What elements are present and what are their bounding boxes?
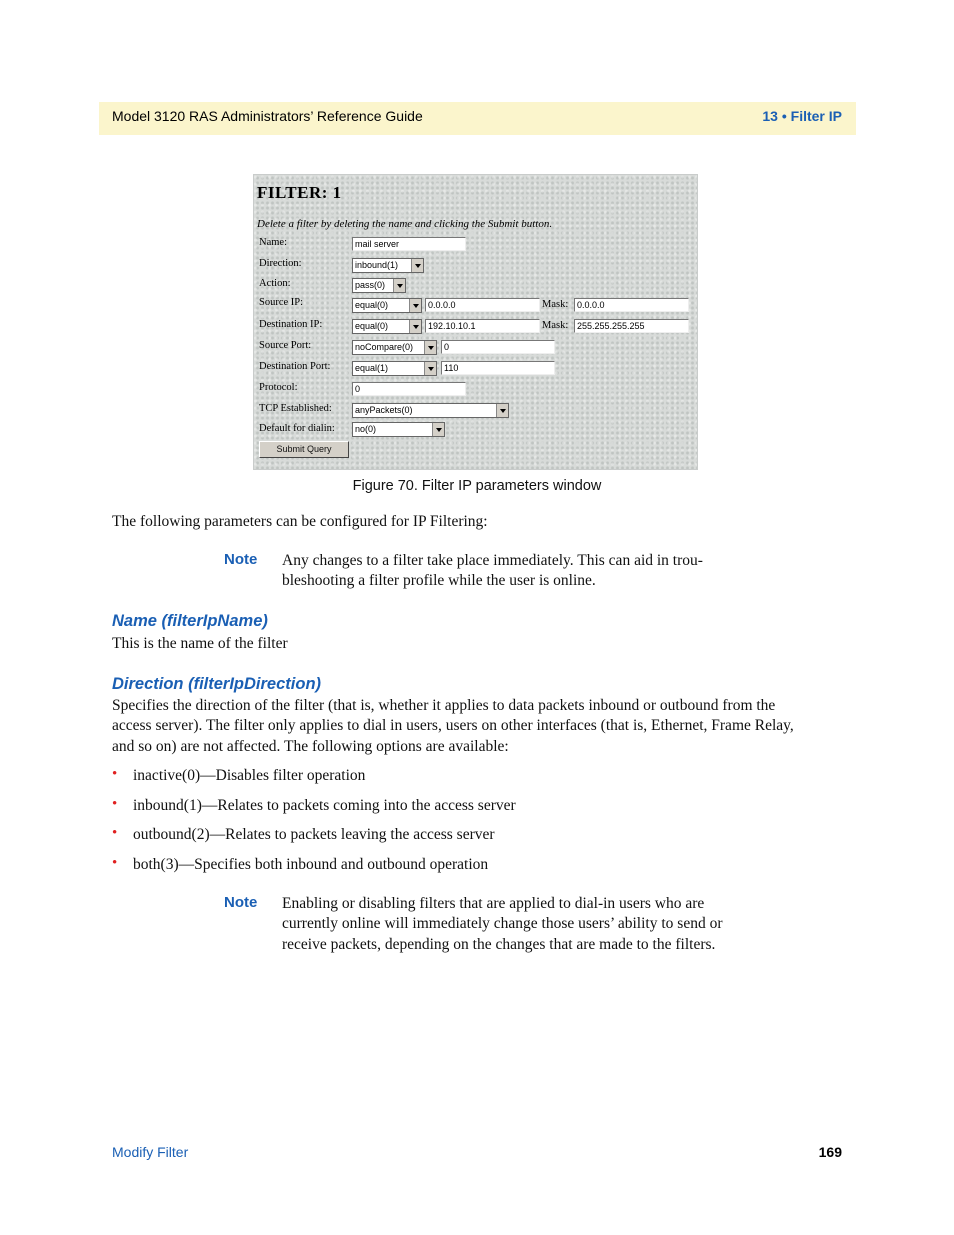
- note-text-line: bleshooting a filter profile while the user is online.: [282, 572, 596, 589]
- bullet-item: inbound(1)—Relates to packets coming into the access server: [133, 797, 516, 814]
- note-label: Note: [224, 894, 258, 911]
- default-for-dialin-label: Default for dialin:: [259, 423, 335, 434]
- source-port-input[interactable]: 0: [441, 340, 555, 354]
- tcp-established-value: anyPackets(0): [355, 405, 413, 415]
- chevron-down-icon: [409, 299, 421, 312]
- direction-label: Direction:: [259, 258, 302, 269]
- chevron-down-icon: [411, 259, 423, 272]
- section-heading-name: Name (filterIpName): [112, 612, 268, 630]
- destination-port-compare-select[interactable]: [352, 361, 437, 376]
- source-ip-input[interactable]: 0.0.0.0: [425, 298, 540, 312]
- destination-ip-input[interactable]: 192.10.10.1: [425, 319, 540, 333]
- paragraph-line: Specifies the direction of the filter (that is, whether it applies to data packets inbound or outbound from the: [112, 697, 776, 714]
- source-port-label: Source Port:: [259, 340, 312, 351]
- chevron-down-icon: [424, 362, 436, 375]
- paragraph-line: access server). The filter only applies to dial in users, users on other interfaces (that is, Ethernet, Frame Relay,: [112, 717, 794, 734]
- note-text-line: receive packets, depending on the changes that are made to the filters.: [282, 936, 716, 953]
- filter-ip-parameters-window: [253, 174, 698, 470]
- default-for-dialin-select[interactable]: [352, 422, 445, 437]
- action-select[interactable]: [352, 278, 406, 293]
- source-port-compare-value: noCompare(0): [355, 342, 414, 352]
- source-mask-label: Mask:: [542, 299, 569, 310]
- note-label: Note: [224, 551, 258, 568]
- bullet-icon: •: [112, 855, 118, 871]
- bullet-item: outbound(2)—Relates to packets leaving the access server: [133, 826, 495, 843]
- submit-query-button[interactable]: Submit Query: [259, 441, 349, 458]
- direction-select-value: inbound(1): [355, 260, 399, 270]
- note-text-line: currently online will immediately change those users’ ability to send or: [282, 915, 723, 932]
- figure-caption: Figure 70. Filter IP parameters window: [352, 478, 602, 494]
- section-name-body: This is the name of the filter: [112, 635, 288, 652]
- chevron-down-icon: [496, 404, 508, 417]
- section-heading-direction: Direction (filterIpDirection): [112, 675, 322, 693]
- destination-mask-input[interactable]: 255.255.255.255: [574, 319, 689, 333]
- chevron-down-icon: [409, 320, 421, 333]
- intro-paragraph: The following parameters can be configured for IP Filtering:: [112, 513, 488, 530]
- protocol-label: Protocol:: [259, 382, 298, 393]
- footer-section-title: Modify Filter: [112, 1144, 189, 1160]
- paragraph-line: and so on) are not affected. The following options are available:: [112, 738, 509, 755]
- chevron-down-icon: [432, 423, 444, 436]
- source-ip-compare-value: equal(0): [355, 300, 389, 310]
- filter-instruction: Delete a filter by deleting the name and clicking the Submit button.: [257, 218, 553, 230]
- bullet-icon: •: [112, 796, 118, 812]
- chevron-down-icon: [424, 341, 436, 354]
- bullet-item: inactive(0)—Disables filter operation: [133, 767, 366, 784]
- filter-heading: FILTER: 1: [257, 183, 342, 202]
- source-ip-compare-select[interactable]: [352, 298, 422, 313]
- destination-ip-compare-value: equal(0): [355, 321, 389, 331]
- running-header-chapter: 13 • Filter IP: [762, 108, 842, 124]
- destination-port-input[interactable]: 110: [441, 361, 555, 375]
- running-header-title: Model 3120 RAS Administrators’ Reference Guide: [112, 108, 423, 124]
- name-label: Name:: [259, 237, 287, 248]
- action-select-value: pass(0): [355, 280, 386, 290]
- chevron-down-icon: [393, 279, 405, 292]
- bullet-icon: •: [112, 766, 118, 782]
- note-text-line: Enabling or disabling filters that are applied to dial-in users who are: [282, 895, 705, 912]
- destination-port-compare-value: equal(1): [355, 363, 389, 373]
- tcp-established-label: TCP Established:: [259, 403, 332, 414]
- source-ip-label: Source IP:: [259, 297, 304, 308]
- page-number: 169: [818, 1144, 842, 1160]
- protocol-input[interactable]: 0: [352, 382, 466, 396]
- source-mask-input[interactable]: 0.0.0.0: [574, 298, 689, 312]
- default-for-dialin-value: no(0): [355, 424, 377, 434]
- destination-mask-label: Mask:: [542, 320, 569, 331]
- name-input[interactable]: mail server: [352, 237, 466, 251]
- tcp-established-select[interactable]: [352, 403, 509, 418]
- destination-ip-compare-select[interactable]: [352, 319, 422, 334]
- source-port-compare-select[interactable]: [352, 340, 437, 355]
- note-text-line: Any changes to a filter take place immediately. This can aid in trou-: [282, 552, 703, 569]
- destination-ip-label: Destination IP:: [259, 319, 323, 330]
- destination-port-label: Destination Port:: [259, 361, 331, 372]
- bullet-icon: •: [112, 825, 118, 841]
- direction-select[interactable]: [352, 258, 424, 273]
- bullet-item: both(3)—Specifies both inbound and outbound operation: [133, 856, 489, 873]
- action-label: Action:: [259, 278, 291, 289]
